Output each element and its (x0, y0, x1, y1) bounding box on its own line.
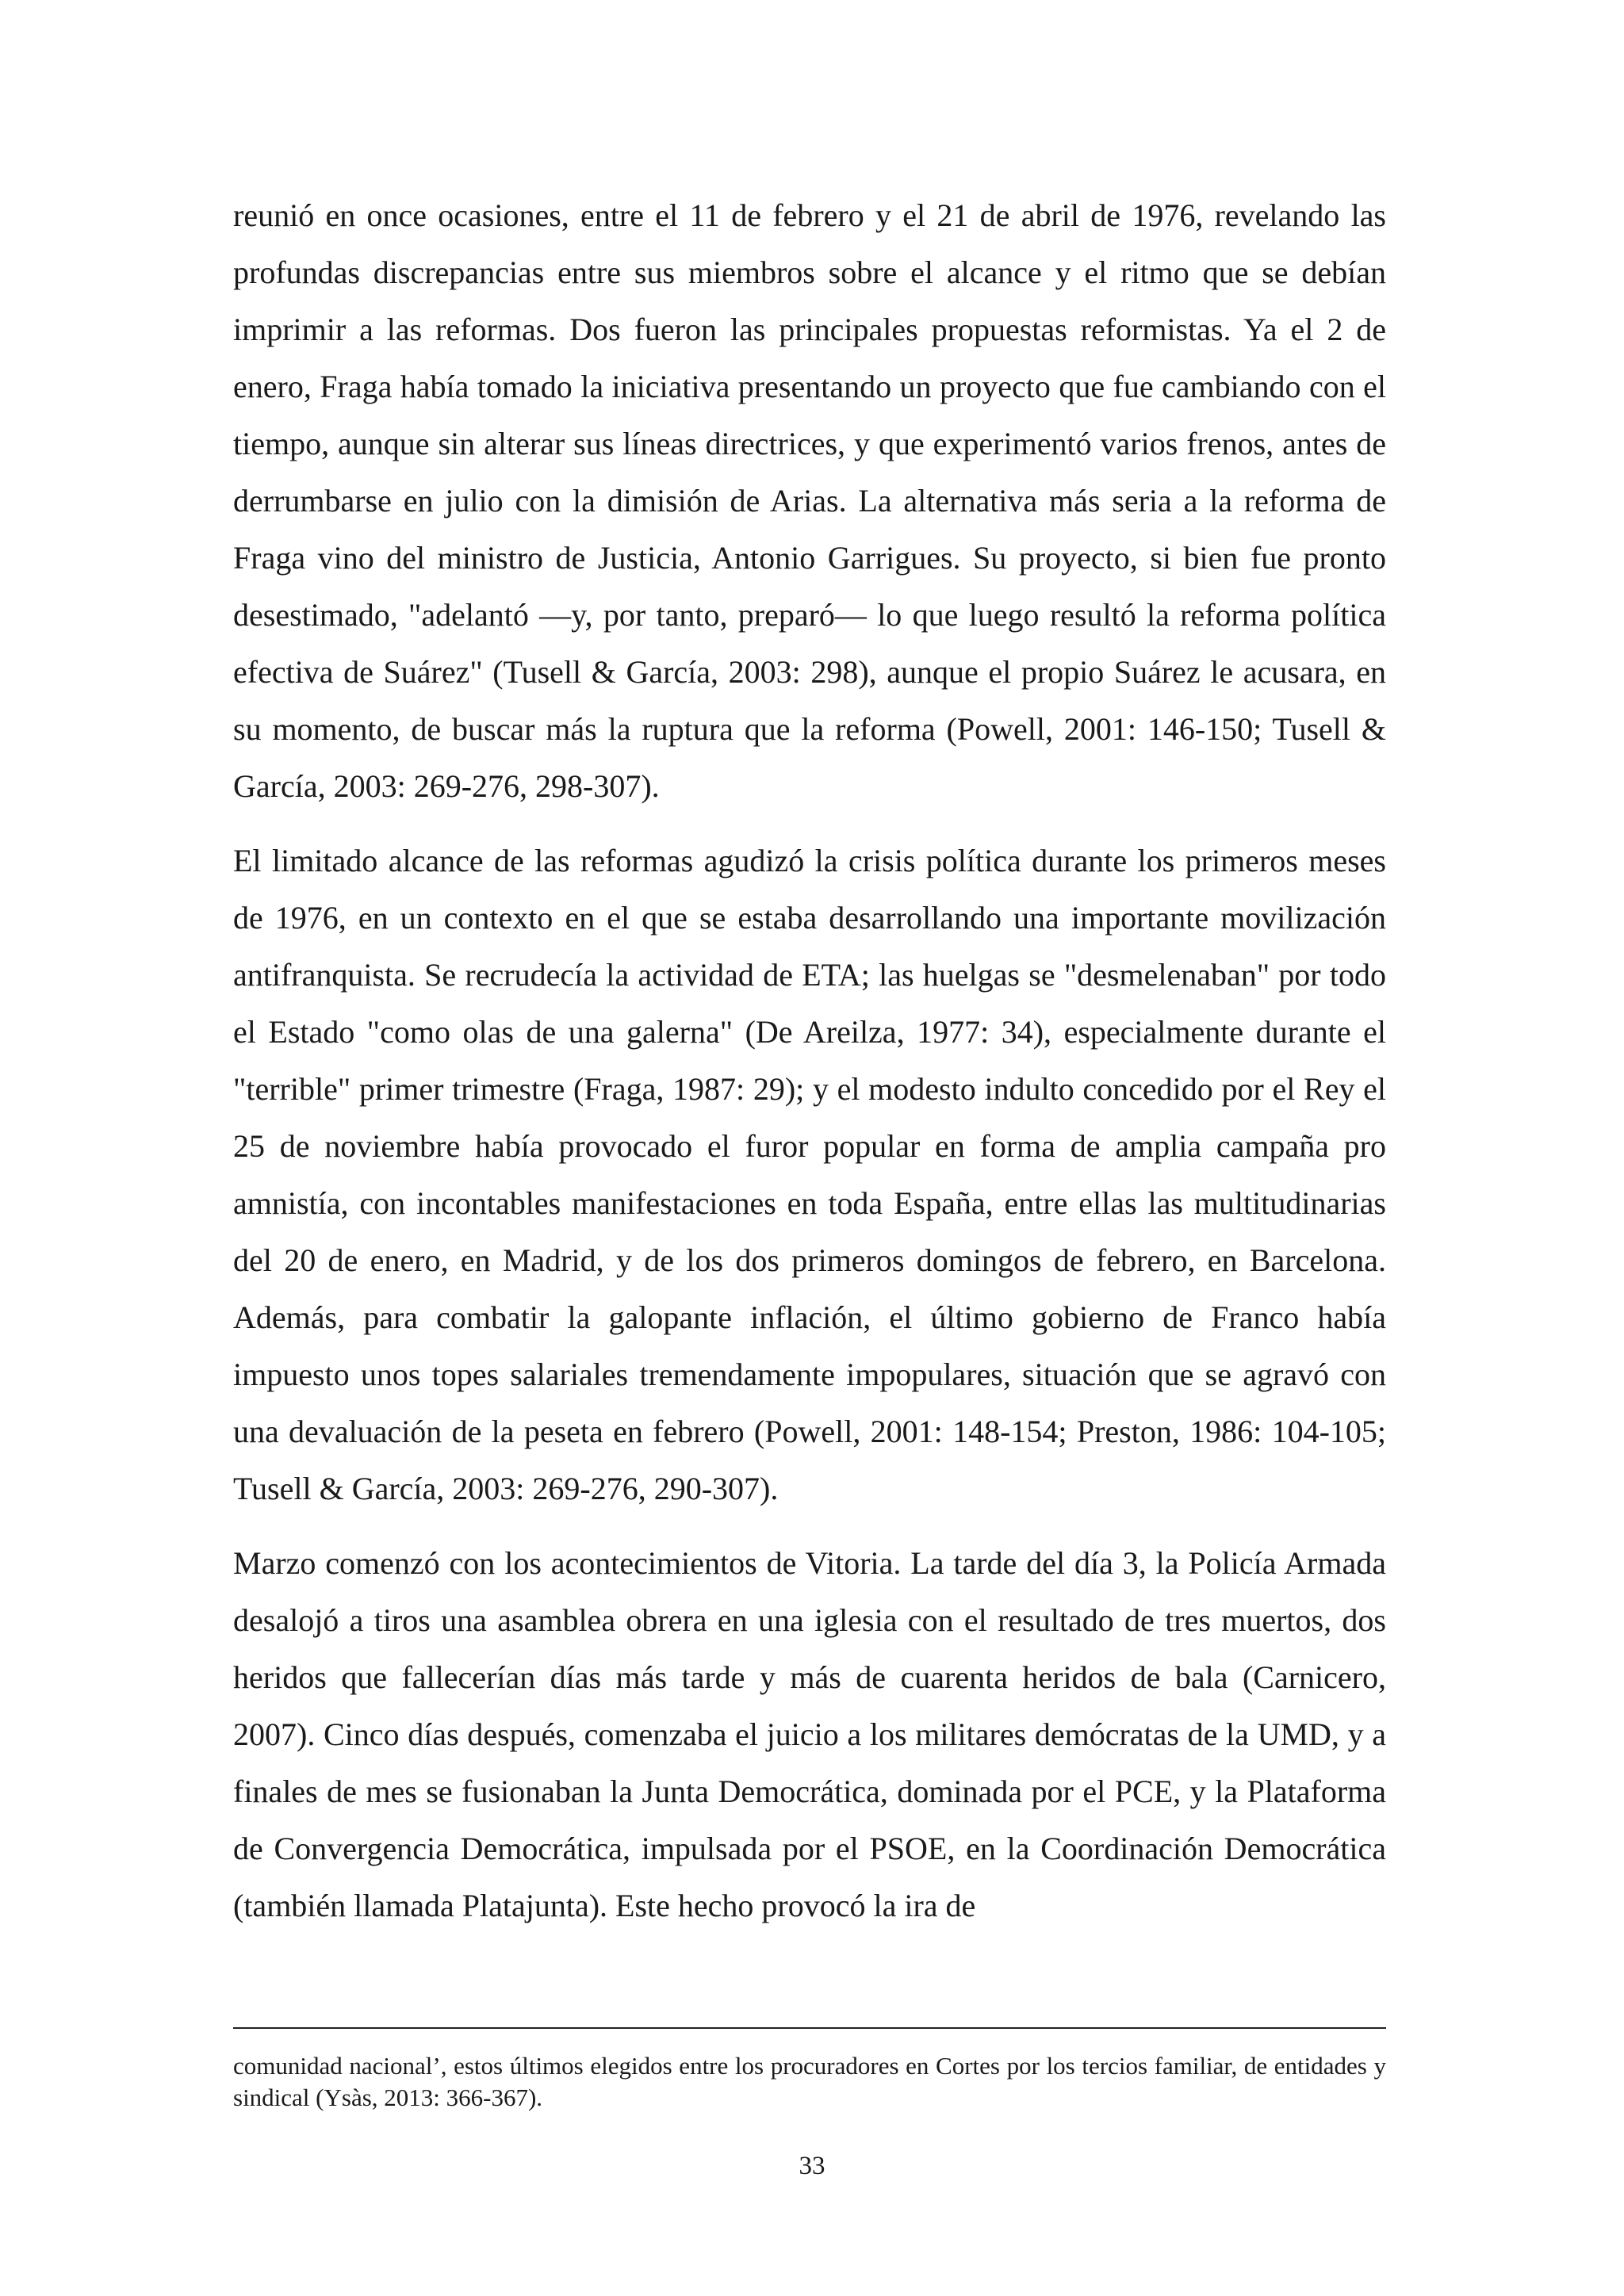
page-number: 33 (799, 2152, 825, 2180)
body-text (233, 187, 1386, 1952)
footnote-separator (233, 2027, 1386, 2029)
paragraph-3: Marzo comenzó con los acontecimientos de Vitoria. La tarde del día 3, la Policía Armada desalojó a tiros una asamblea obrera en una iglesia con el resultado de tres muertos, dos heridos que fallecerían días más tarde y más de cuarenta heridos de bala (Carnicero, 2007). Cinco días después, comenzaba el juicio a los militares demócratas de la UMD, y a finales de mes se fusionaban la Junta Democrática, dominada por el PCE, y la Plataforma de Convergencia Democrática, impulsada por el PSOE, en la Coordinación Democrática (también llamada Platajunta). Este hecho provocó la ira de (233, 1545, 1386, 1923)
paragraph-1: reunió en once ocasiones, entre el 11 de febrero y el 21 de abril de 1976, revelando las profundas discrepancias entre sus miembros sobre el alcance y el ritmo que se debían imprimir a las reformas. Dos fueron las principales propuestas reformistas. Ya el 2 de enero, Fraga había tomado la iniciativa presentando un proyecto que fue cambiando con el tiempo, aunque sin alterar sus líneas directrices, y que experimentó varios frenos, antes de derrumbarse en julio con la dimisión de Arias. La alternativa más seria a la reforma de Fraga vino del ministro de Justicia, Antonio Garrigues. Su proyecto, si bien fue pronto desestimado, "adelantó —y, por tanto, preparó— lo que luego resultó la reforma política efectiva de Suárez" (Tusell & García, 2003: 298), aunque el propio Suárez le acusara, en su momento, de buscar más la ruptura que la reforma (Powell, 2001: 146-150; Tusell & García, 2003: 269-276, 298-307). (233, 197, 1386, 804)
footnote: comunidad nacional’, estos últimos elegidos entre los procuradores en Cortes por los tercios familiar, de entidades y sindical (Ysàs, 2013: 366-367). (233, 2052, 1386, 2111)
paragraph-2: El limitado alcance de las reformas agudizó la crisis política durante los primeros meses de 1976, en un contexto en el que se estaba desarrollando una importante movilización antifranquista. Se recrudecía la actividad de ETA; las huelgas se "desmelenaban" por todo el Estado "como olas de una galerna" (De Areilza, 1977: 34), especialmente durante el "terrible" primer trimestre (Fraga, 1987: 29); y el modesto indulto concedido por el Rey el 25 de noviembre había provocado el furor popular en forma de amplia campaña pro amnistía, con incontables manifestaciones en toda España, entre ellas las multitudinarias del 20 de enero, en Madrid, y de los dos primeros domingos de febrero, en Barcelona. Además, para combatir la galopante inflación, el último gobierno de Franco había impuesto unos topes salariales tremendamente impopulares, situación que se agravó con una devaluación de la peseta en febrero (Powell, 2001: 148-154; Preston, 1986: 104-105; Tusell & García, 2003: 269-276, 290-307). (233, 843, 1386, 1506)
